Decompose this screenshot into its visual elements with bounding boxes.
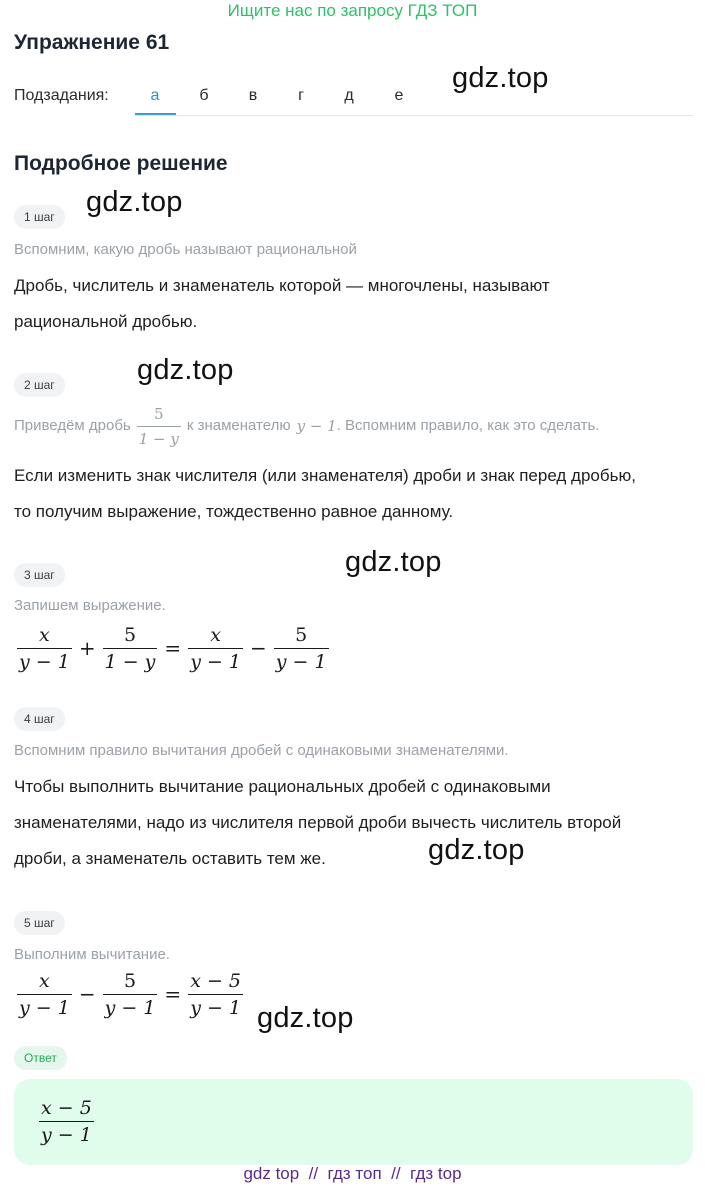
fraction-denominator: y − 1: [17, 648, 72, 673]
tabs-divider: [135, 115, 693, 116]
tab-b[interactable]: б: [199, 87, 209, 104]
page-title: Упражнение 61: [14, 31, 170, 54]
step-badge-1: 1 шаг: [14, 205, 65, 229]
fraction-numerator: x − 5: [190, 969, 241, 992]
text-line: Чтобы выполнить вычитание рациональных дробей с одинаковыми: [14, 777, 551, 796]
answer-box: [14, 1079, 693, 1165]
fraction-denominator: y − 1: [103, 994, 158, 1019]
step-badge-5: 5 шаг: [14, 911, 65, 935]
answer-formula: [36, 1097, 97, 1146]
fraction-numerator: 5: [295, 623, 308, 646]
fraction: [17, 624, 72, 673]
step-badge-2: 2 шаг: [14, 373, 65, 397]
fraction-denominator: y − 1: [188, 648, 243, 673]
subtasks-label: Подзадания:: [14, 87, 109, 104]
step-hint-5: Выполним вычитание.: [14, 946, 170, 963]
fraction-denominator: y − 1: [188, 994, 243, 1019]
hint-text: Приведём дробь: [14, 417, 131, 434]
text-line: то получим выражение, тождественно равное данному.: [14, 502, 454, 521]
operator: −: [250, 636, 267, 660]
fraction-denominator: 1 − y: [137, 426, 181, 449]
fraction-denominator: y − 1: [39, 1121, 94, 1146]
text-line: дроби, а знаменатель оставить тем же.: [14, 849, 326, 868]
operator: −: [78, 982, 96, 1006]
answer-badge: Ответ: [14, 1046, 67, 1070]
tab-e[interactable]: е: [394, 87, 404, 104]
fraction-numerator: x − 5: [41, 1097, 92, 1119]
fraction: [274, 624, 329, 673]
hint-expression: y − 1: [296, 417, 337, 435]
fraction-numerator: x: [39, 623, 50, 646]
watermark: gdz.top: [137, 354, 234, 386]
fraction: [188, 624, 243, 673]
fraction: [103, 970, 158, 1019]
step-hint-3: Запишем выражение.: [14, 597, 166, 614]
top-banner: Ищите нас по запросу ГДЗ ТОП: [227, 1, 478, 20]
step-hint-2: [14, 402, 599, 450]
hint-fraction: [137, 404, 181, 449]
step-formula-5: [14, 966, 246, 1022]
step-formula-3: [14, 620, 332, 676]
watermark: gdz.top: [257, 1002, 354, 1034]
fraction-numerator: 5: [154, 404, 164, 423]
active-tab-indicator: [135, 113, 176, 115]
tab-d[interactable]: д: [344, 87, 354, 104]
fraction-numerator: 5: [123, 623, 137, 646]
step-text-1: [14, 268, 550, 340]
operator: +: [78, 636, 96, 660]
step-badge-4: 4 шаг: [14, 707, 65, 731]
fraction-numerator: x: [210, 623, 221, 646]
step-badge-3: 3 шаг: [14, 563, 65, 587]
footer-links: gdz top // гдз топ // гдз top: [243, 1164, 462, 1183]
fraction: [103, 624, 158, 673]
watermark: gdz.top: [86, 186, 183, 218]
step-hint-4: Вспомним правило вычитания дробей с одинаковыми знаменателями.: [14, 742, 509, 759]
hint-text: к знаменателю: [186, 417, 291, 434]
tab-g[interactable]: г: [298, 87, 304, 104]
watermark: gdz.top: [428, 834, 525, 866]
text-line: Если изменить знак числителя (или знаменателя) дроби и знак перед дробью,: [14, 466, 636, 485]
hint-text: . Вспомним правило, как это сделать.: [336, 417, 600, 434]
watermark: gdz.top: [452, 62, 549, 94]
fraction: [39, 1097, 94, 1146]
operator: =: [164, 982, 182, 1006]
section-title: Подробное решение: [14, 152, 228, 175]
watermark: gdz.top: [345, 546, 442, 578]
operator: =: [164, 636, 182, 660]
text-line: Дробь, числитель и знаменатель которой — многочлены, называют: [14, 276, 550, 295]
text-line: знаменателями, надо из числителя первой дроби вычесть числитель второй: [14, 813, 622, 832]
tab-a[interactable]: а: [150, 87, 160, 104]
fraction-numerator: 5: [123, 969, 137, 992]
fraction: [17, 970, 72, 1019]
step-text-4: [14, 769, 621, 877]
tab-v[interactable]: в: [248, 87, 258, 104]
step-text-2: [14, 458, 636, 530]
fraction-numerator: x: [39, 969, 50, 992]
fraction: [188, 970, 243, 1019]
text-line: рациональной дробью.: [14, 312, 198, 331]
step-hint-1: Вспомним, какую дробь называют рациональной: [14, 241, 357, 258]
fraction-denominator: 1 − y: [103, 648, 158, 673]
fraction-denominator: y − 1: [274, 648, 329, 673]
fraction-denominator: y − 1: [17, 994, 72, 1019]
